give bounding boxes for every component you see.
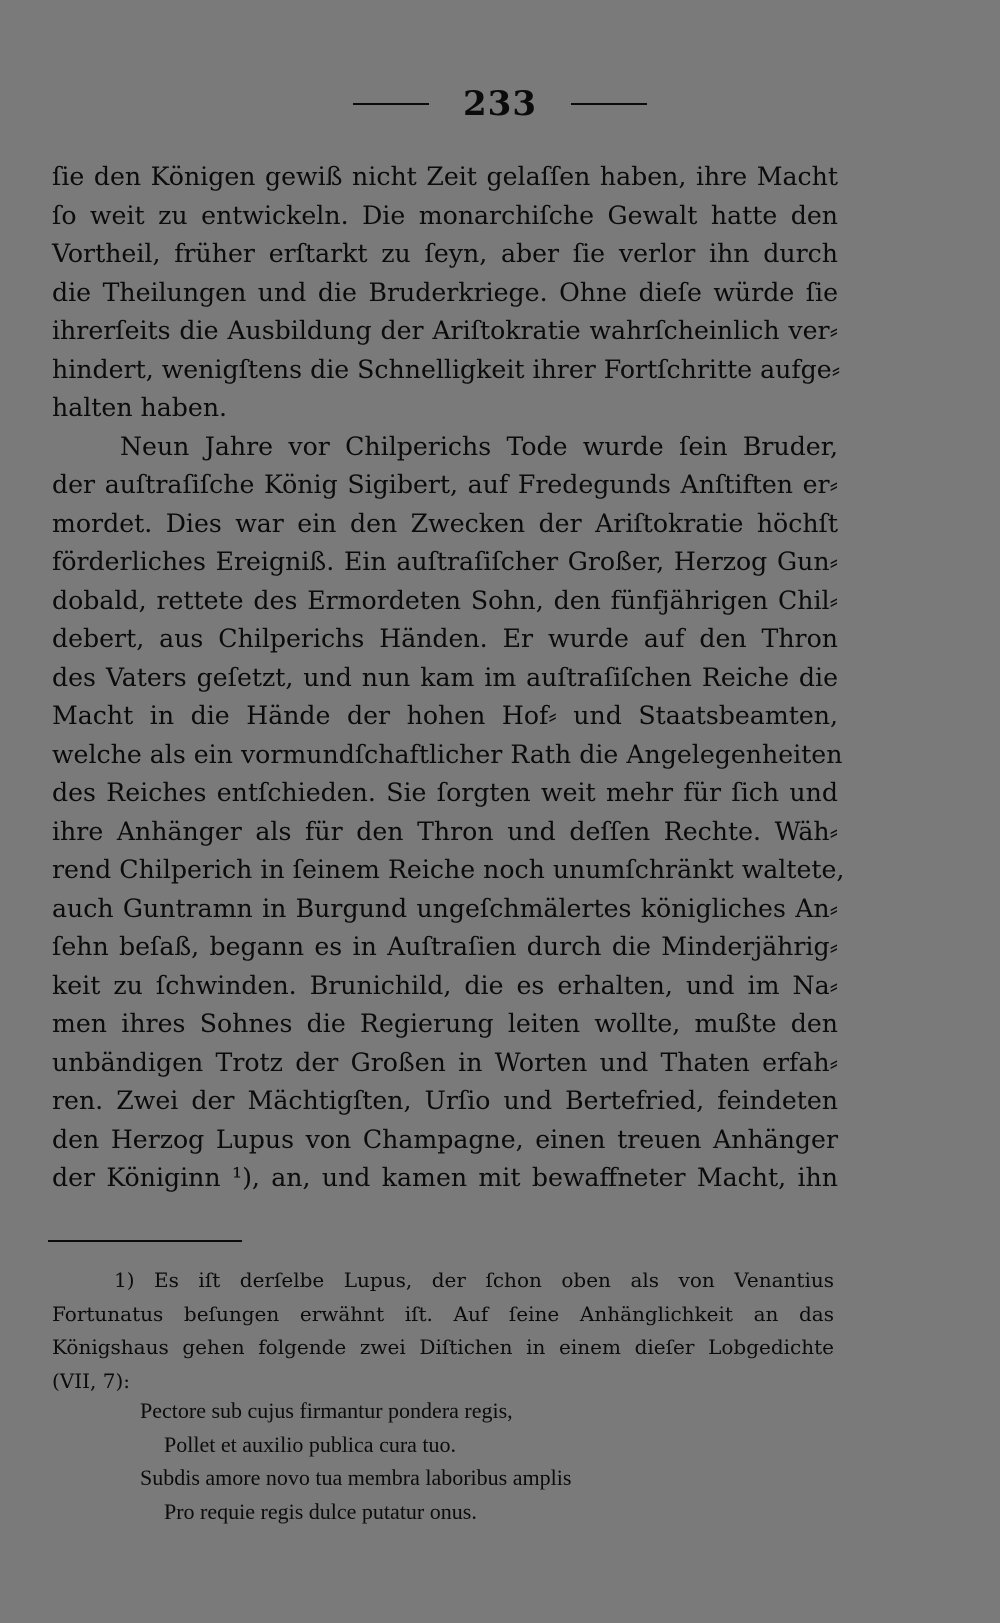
header-rule-left [353, 103, 429, 105]
text-line: der Königinn ¹), an, und kamen mit bewaffneter Macht, ihn [52, 1163, 838, 1192]
footnote [52, 1264, 834, 1398]
text-line: ren. Zwei der Mächtigſten, Urſio und Bertefried, feindeten [52, 1086, 838, 1115]
verse-line: Pro requie regis dulce putatur onus. [164, 1498, 477, 1524]
text-line: der auſtraſiſche König Sigibert, auf Fredegunds Anſtiften er⸗ [52, 470, 838, 499]
text-line: förderliches Ereigniß. Ein auſtraſiſcher Großer, Herzog Gun⸗ [52, 547, 838, 576]
text-line: Neun Jahre vor Chilperichs Tode wurde ſein Bruder, [120, 431, 838, 461]
text-line: men ihres Sohnes die Regierung leiten wollte, mußte den [52, 1009, 838, 1038]
text-line: unbändigen Trotz der Großen in Worten und Thaten erfah⸗ [52, 1047, 838, 1077]
text-line: halten haben. [52, 393, 228, 422]
text-line: ſo weit zu entwickeln. Die monarchiſche Gewalt hatte den [52, 200, 838, 230]
text-line: dobald, rettete des Ermordeten Sohn, den fünfjährigen Chil⸗ [52, 585, 838, 615]
header-rule-right [571, 103, 647, 105]
verse-line: Pollet et auxilio publica cura tuo. [164, 1431, 457, 1457]
main-text [52, 158, 845, 1198]
text-line: welche als ein vormundſchaftlicher Rath die Angelegenheiten [52, 739, 843, 769]
text-line: ſehn beſaß, begann es in Auſtraſien durch die Minderjährig⸗ [52, 932, 838, 961]
verse-line: Pectore sub cujus firmantur pondera regis, [140, 1398, 513, 1423]
text-line: Vortheil, früher erſtarkt zu ſeyn, aber ſie verlor ihn durch [52, 239, 838, 268]
text-line: den Herzog Lupus von Champagne, einen treuen Anhänger [52, 1124, 838, 1154]
text-line: hindert, wenigſtens die Schnelligkeit ihrer Fortſchritte aufge⸗ [52, 354, 841, 384]
footnote-line: Fortunatus beſungen erwähnt iſt. Auf ſeine Anhänglichkeit an das [52, 1301, 834, 1326]
text-line: keit zu ſchwinden. Brunichild, die es erhalten, und im Na⸗ [52, 970, 838, 1000]
page-number: 233 [463, 84, 537, 124]
text-line: ihrerſeits die Ausbildung der Ariſtokratie wahrſcheinlich ver⸗ [52, 316, 838, 345]
page-header [0, 84, 1000, 124]
latin-verses [140, 1394, 571, 1528]
text-line: ſie den Königen gewiß nicht Zeit gelaſſen haben, ihre Macht [52, 162, 838, 191]
footnote-line: Königshaus gehen folgende zwei Diſtichen in einem dieſer Lobgedichte [52, 1335, 834, 1359]
text-line: Macht in die Hände der hohen Hof⸗ und Staatsbeamten, [52, 701, 838, 730]
text-line: ihre Anhänger als für den Thron und deſſen Rechte. Wäh⸗ [52, 816, 838, 846]
text-line: die Theilungen und die Bruderkriege. Ohne dieſe würde ſie [52, 277, 838, 307]
text-line: des Reiches entſchieden. Sie ſorgten weit mehr für ſich und [52, 778, 838, 807]
text-line: auch Guntramn in Burgund ungeſchmälertes königliches An⸗ [52, 893, 838, 923]
text-line: rend Chilperich in ſeinem Reiche noch unumſchränkt waltete, [52, 855, 845, 884]
text-line: des Vaters geſetzt, und nun kam im auſtraſiſchen Reiche die [52, 662, 838, 692]
footnote-divider [48, 1240, 242, 1242]
text-line: mordet. Dies war ein den Zwecken der Ariſtokratie höchſt [52, 508, 838, 538]
footnote-line: 1) Es iſt derſelbe Lupus, der ſchon oben als von Venantius [114, 1268, 834, 1292]
text-line: debert, aus Chilperichs Händen. Er wurde auf den Thron [52, 624, 838, 653]
verse-line: Subdis amore novo tua membra laboribus amplis [140, 1465, 572, 1490]
footnote-line: (VII, 7): [52, 1368, 131, 1393]
